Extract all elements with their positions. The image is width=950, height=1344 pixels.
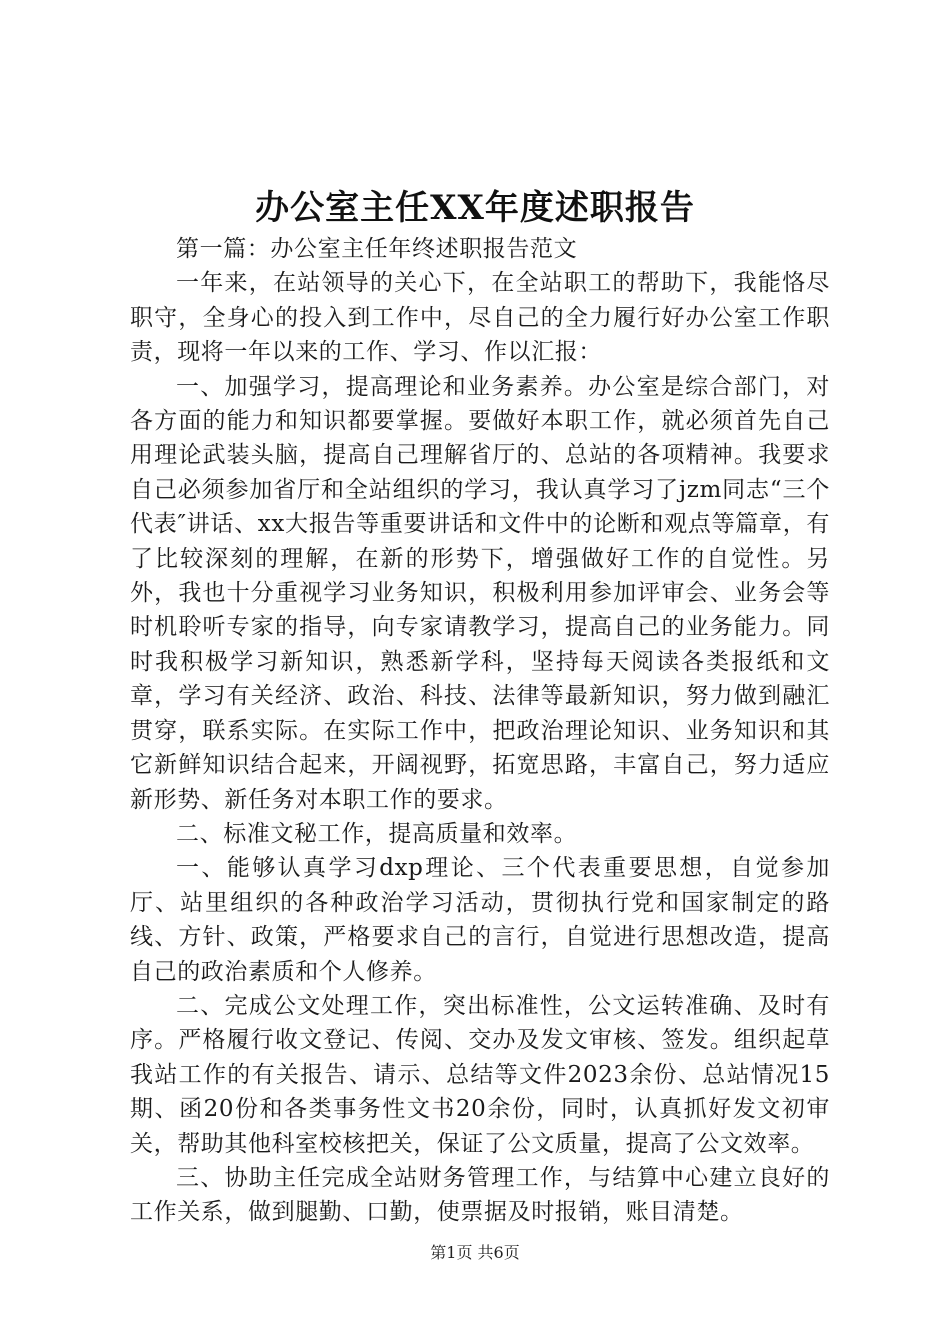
body-paragraph: 一、加强学习，提高理论和业务素养。办公室是综合部门，对各方面的能力和知识都要掌握。要做好本职工作，就必须首先自己用理论武装头脑，提高自己理解省厅的、总站的各项精神。我要求自己必须参加省厅和全站组织的学习，我认真学习了jzm同志“三个代表″讲话、xx大报告等重要讲话和文件中的论断和观点等篇章，有了比较深刻的理解，在新的形势下，增强做好工作的自觉性。另外，我也十分重视学习业务知识，积极利用参加评审会、业务会等时机聆听专家的指导，向专家请教学习，提高自己的业务能力。同时我积极学习新知识，熟悉新学科，坚持每天阅读各类报纸和文章，学习有关经济、政治、科技、法律等最新知识，努力做到融汇贯穿，联系实际。在实际工作中，把政治理论知识、业务知识和其它新鲜知识结合起来，开阔视野，拓宽思路，丰富自己，努力适应新形势、新任务对本职工作的要求。 <box>130 373 830 813</box>
body-paragraph: 二、完成公文处理工作，突出标准性，公文运转准确、及时有序。严格履行收文登记、传阅、交办及发文审核、签发。组织起草我站工作的有关报告、请示、总结等文件2023余份、总站情况15期、函20份和各类事务性文书20余份，同时，认真抓好发文初审关，帮助其他科室校核把关，保证了公文质量，提高了公文效率。 <box>130 992 830 1157</box>
body-paragraph: 三、协助主任完成全站财务管理工作，与结算中心建立良好的工作关系，做到腿勤、口勤，使票据及时报销，账目清楚。 <box>130 1164 830 1226</box>
body-paragraph: 二、标准文秘工作，提高质量和效率。 <box>176 820 578 847</box>
body-paragraph: 一、能够认真学习dxp理论、三个代表重要思想，自觉参加厅、站里组织的各种政治学习活动，贯彻执行党和国家制定的路线、方针、政策，严格要求自己的言行，自觉进行思想改造，提高自己的政治素质和个人修养。 <box>130 855 830 985</box>
body-paragraph: 一年来，在站领导的关心下，在全站职工的帮助下，我能恪尽职守，全身心的投入到工作中，尽自己的全力履行好办公室工作职责，现将一年以来的工作、学习、作以汇报： <box>130 270 830 366</box>
document-body <box>130 232 830 1230</box>
document-title: 办公室主任XX年度述职报告 <box>255 188 695 228</box>
page-footer: 第1页 共6页 <box>430 1243 520 1262</box>
section-heading: 第一篇：办公室主任年终述职报告范文 <box>176 236 578 262</box>
